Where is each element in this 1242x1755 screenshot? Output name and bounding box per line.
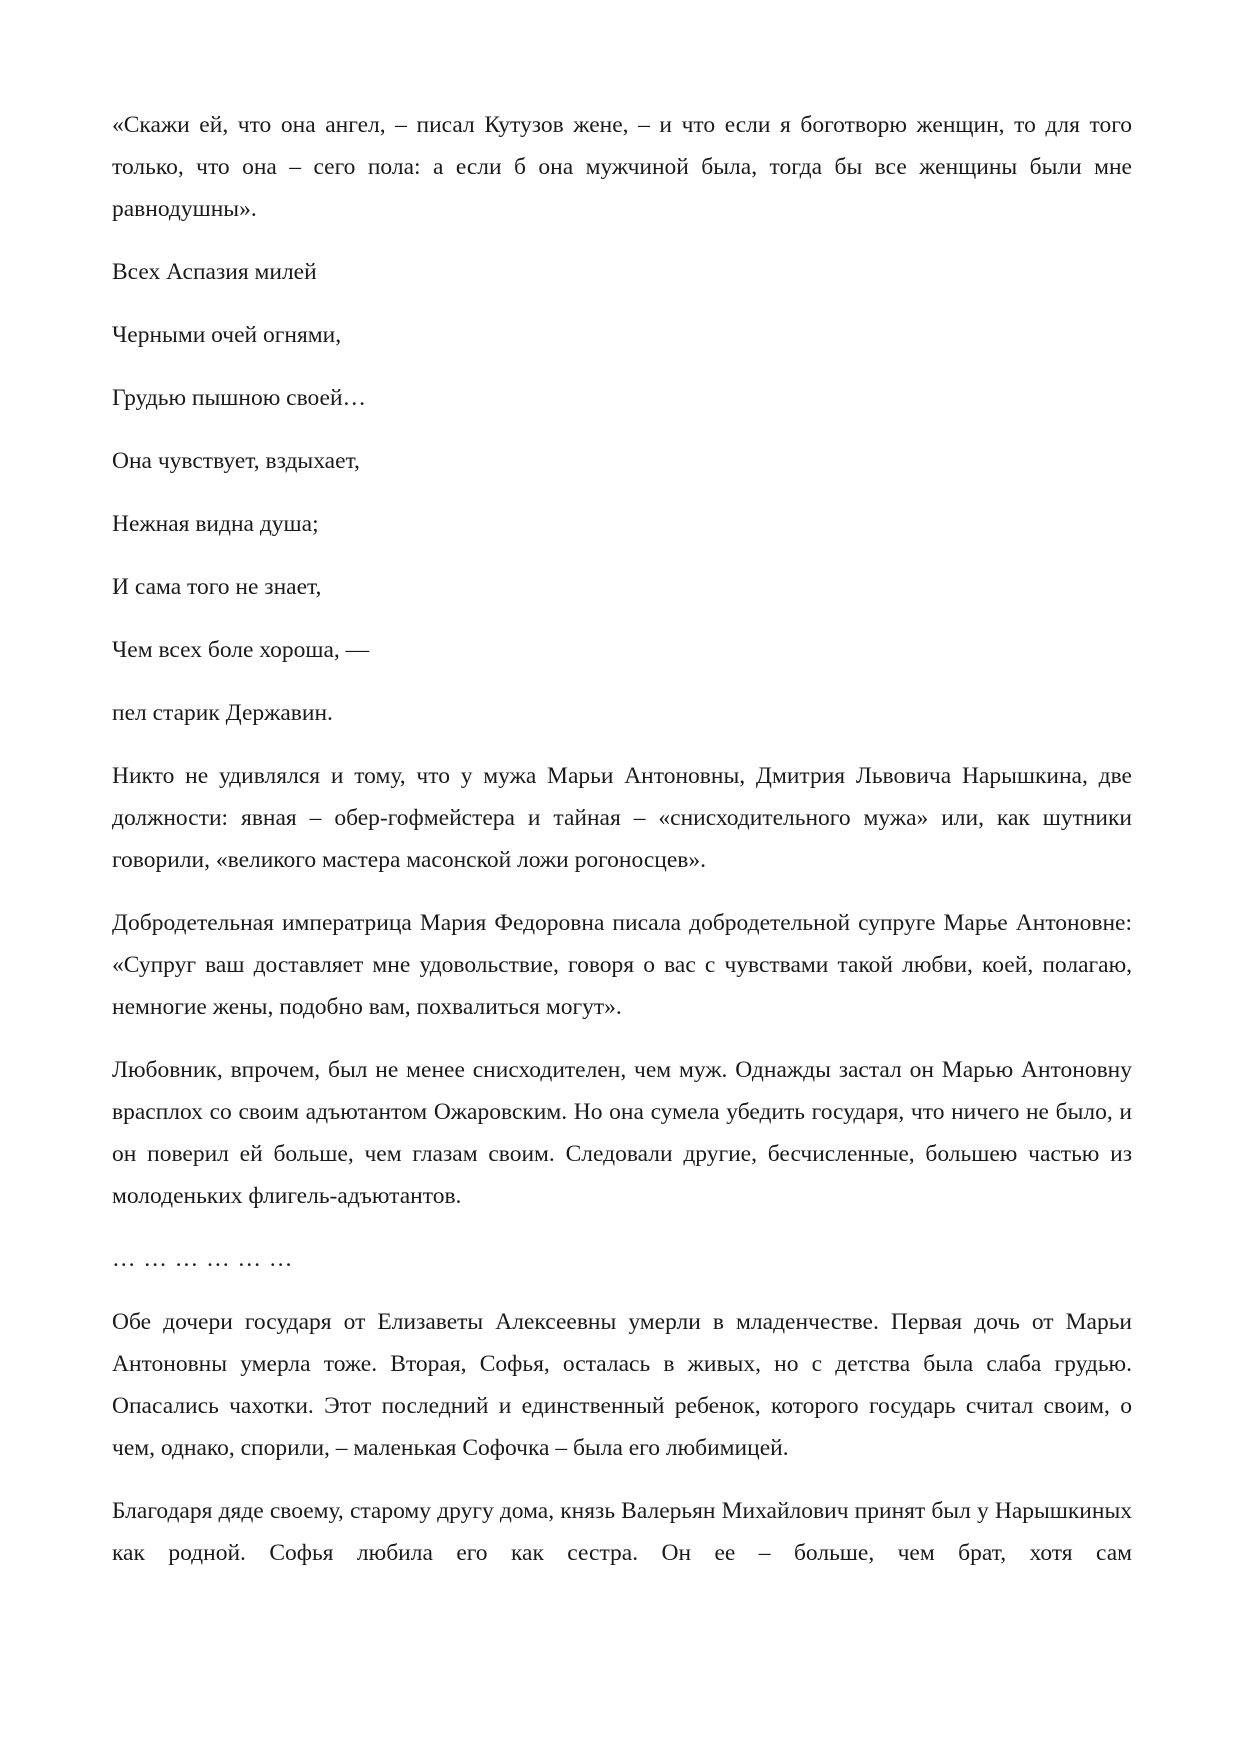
verse-line: Чем всех боле хороша, — [112,637,370,663]
paragraph: «Скажи ей, что она ангел, – писал Кутузов жене, – и что если я боготворю женщин, то для того только, что она – сего пола: а если б она мужчиной была, тогда бы все женщины были мне равнодушны». [112,112,1132,222]
verse-line: Она чувствует, вздыхает, [112,448,360,474]
paragraph: Любовник, впрочем, был не менее снисходителен, чем муж. Однажды застал он Марью Антоновну врасплох со своим адъютантом Ожаровским. Но она сумела убедить государя, что ничего не было, и он поверил ей больше, чем глазам своим. Следовали другие, бесчисленные, большею частью из молоденьких флигель-адъютантов. [112,1057,1132,1209]
verse-attribution: пел старик Державин. [112,700,333,726]
verse-line: И сама того не знает, [112,574,322,600]
paragraph-continued: Благодаря дяде своему, старому другу дома, князь Валерьян Михайлович принят был у Нарышкиных как родной. Софья любила его как сестра. Он ее – больше, чем брат, хотя сам [112,1498,1132,1566]
paragraph: Никто не удивлялся и тому, что у мужа Марьи Антоновны, Дмитрия Львовича Нарышкина, две должности: явная – обер-гофмейстера и тайная – «снисходительного мужа» или, как шутники говорили, «великого мастера масонской ложи рогоносцев». [112,763,1132,873]
document-page [112,104,1132,1595]
verse-line: Черными очей огнями, [112,322,342,348]
verse-line: Всех Аспазия милей [112,259,317,285]
verse-line: Грудью пышною своей… [112,385,367,411]
verse-line: Нежная видна душа; [112,511,319,537]
paragraph: Обе дочери государя от Елизаветы Алексеевны умерли в младенчестве. Первая дочь от Марьи Антоновны умерла тоже. Вторая, Софья, осталась в живых, но с детства была слаба грудью. Опасались чахотки. Этот последний и единственный ребенок, которого государь считал своим, о чем, однако, спорили, – маленькая Софочка – была его любимицей. [112,1309,1132,1461]
section-separator: … … … … … … [112,1246,294,1272]
paragraph: Добродетельная императрица Мария Федоровна писала добродетельной супруге Марье Антоновне: «Супруг ваш доставляет мне удовольствие, говоря о вас с чувствами такой любви, коей, полагаю, немногие жены, подобно вам, похвалиться могут». [112,910,1132,1020]
